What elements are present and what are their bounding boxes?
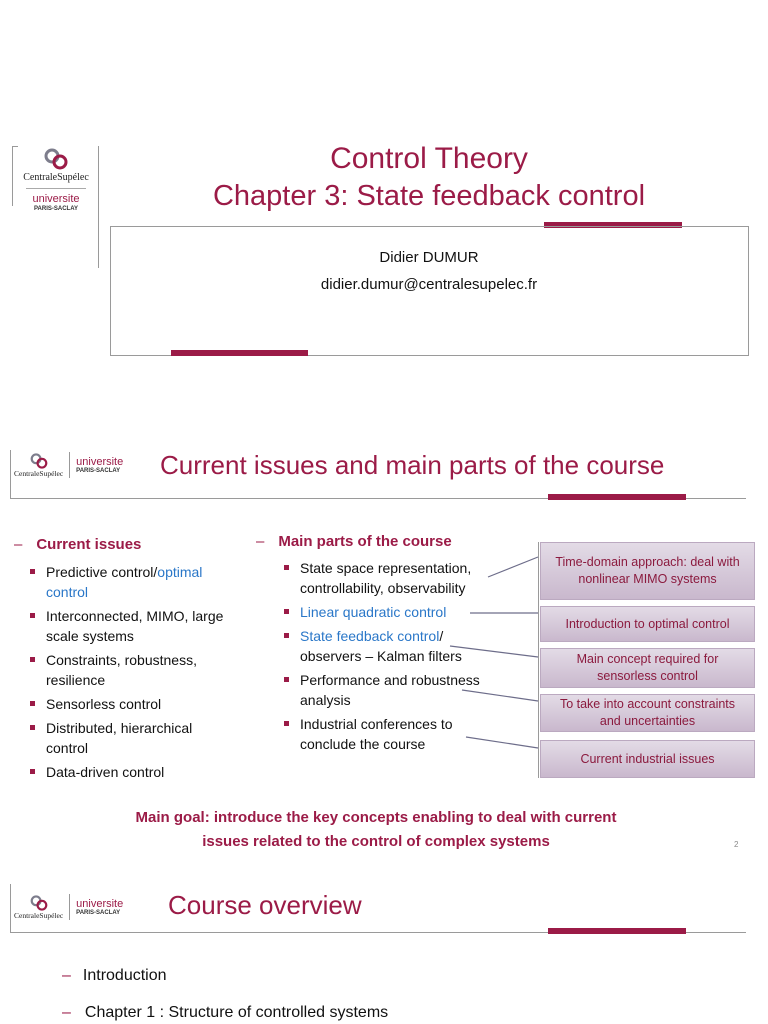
list-item: Sensorless control: [26, 694, 236, 714]
box-optimal-control: Introduction to optimal control: [540, 606, 755, 642]
main-goal: Main goal: introduce the key concepts enabling to deal with current issues related to the control of complex systems: [135, 809, 617, 850]
page-title: Control Theory: [330, 142, 528, 175]
box-time-domain: Time-domain approach: deal with nonlinear MIMO systems: [540, 542, 755, 600]
list-item: Industrial conferences to conclude the course: [280, 714, 490, 754]
box-sensorless: Main concept required for sensorless control: [540, 648, 755, 688]
logo-paris-saclay: PARIS-SACLAY: [76, 909, 121, 916]
header-bracket: [10, 884, 11, 932]
list-item: Constraints, robustness, resilience: [26, 650, 236, 690]
logo-university: universite: [76, 897, 124, 910]
accent-bar: [548, 928, 686, 934]
box-constraints: To take into account constraints and uncertainties: [540, 694, 755, 732]
list-item: Interconnected, MIMO, large scale systems: [26, 606, 236, 646]
list-item: State feedback control/ observers – Kalman filters: [280, 626, 490, 666]
logo-paris-saclay: PARIS-SACLAY: [76, 467, 121, 474]
current-issues-heading: – Current issues: [14, 536, 142, 553]
main-parts-heading: – Main parts of the course: [256, 533, 452, 550]
list-item: Predictive control/optimal control: [26, 562, 236, 602]
logo-paris-saclay: PARIS-SACLAY: [33, 206, 78, 212]
box-industrial: Current industrial issues: [540, 740, 755, 778]
logo-school-name: CentraleSupélec: [14, 468, 64, 478]
list-item: Performance and robustness analysis: [280, 670, 490, 710]
overview-item-chapter1: – Chapter 1 : Structure of controlled systems: [62, 1004, 389, 1021]
overview-item-introduction: – Introduction: [62, 967, 167, 984]
author-name: Didier DUMUR: [379, 249, 479, 266]
list-item: State space representation, controllability, observability: [280, 558, 490, 598]
logo-university: universite: [32, 193, 80, 205]
header-logo: [14, 894, 123, 920]
slide-title: Course overview: [168, 890, 362, 920]
list-item: Distributed, hierarchical control: [26, 718, 236, 758]
list-item: Data-driven control: [26, 762, 236, 782]
logo-university: universite: [76, 455, 124, 468]
centralesupelec-logo-icon: [28, 895, 50, 911]
list-item: Linear quadratic control: [280, 602, 490, 622]
page-subtitle: Chapter 3: State feedback control: [212, 180, 646, 212]
author-email[interactable]: didier.dumur@centralesupelec.fr: [320, 276, 538, 293]
slide-title: Current issues and main parts of the course: [160, 450, 665, 480]
logo-school-name: CentraleSupélec: [23, 172, 89, 183]
logo-school-name: CentraleSupélec: [14, 910, 64, 920]
page-number: 2: [734, 840, 739, 849]
